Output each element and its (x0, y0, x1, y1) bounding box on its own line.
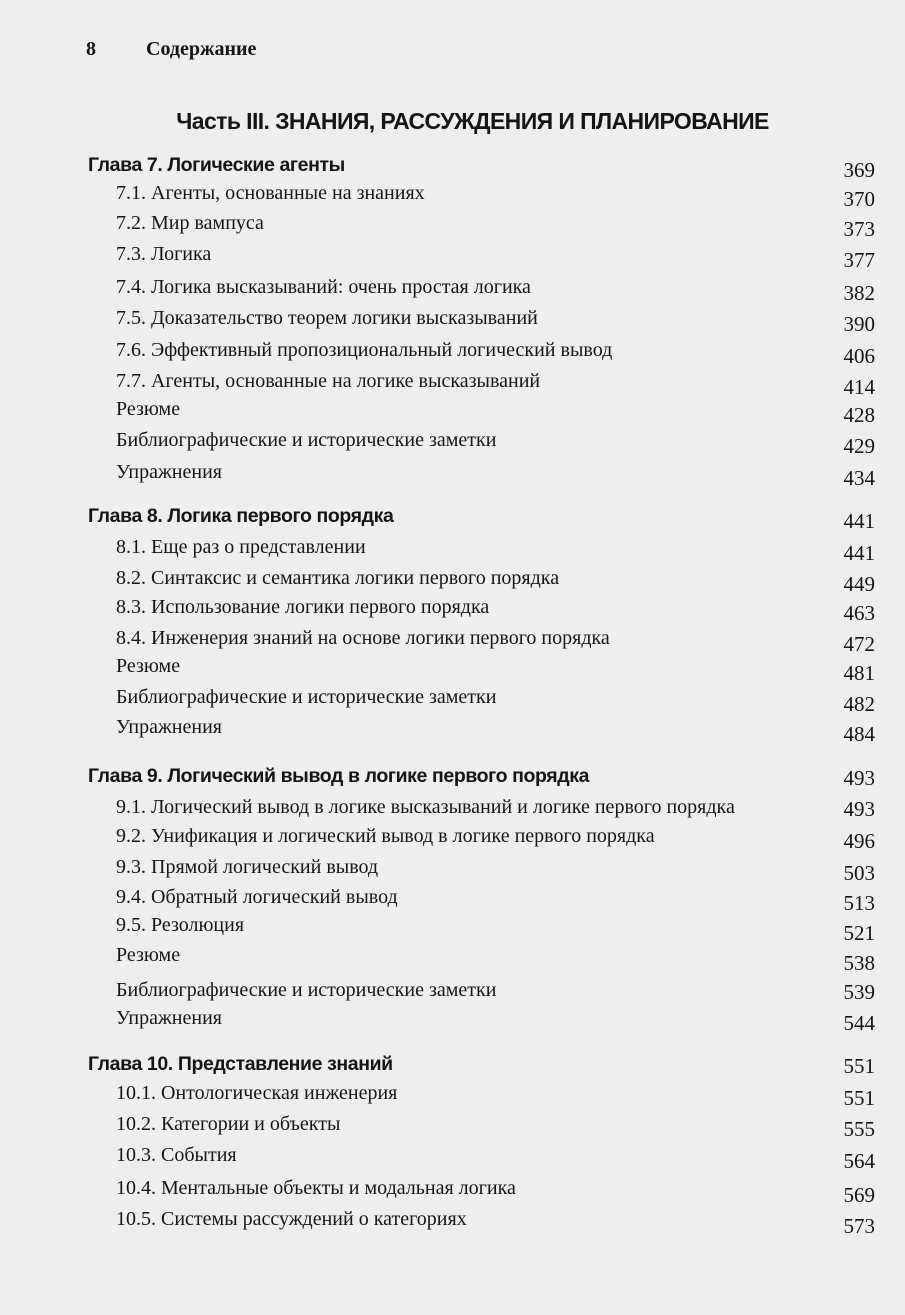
entry-title: Резюме (116, 655, 181, 677)
toc-entry (0, 276, 905, 308)
entry-title: 8.2. Синтаксис и семантика логики первого порядка (116, 567, 560, 589)
toc-entry (0, 243, 905, 275)
chapter-title: Глава 8. Логика первого порядка (88, 505, 394, 527)
toc-entry (0, 339, 905, 371)
page-ref: 428 (843, 403, 875, 427)
page-ref: 493 (843, 766, 875, 790)
page-ref: 414 (843, 375, 875, 399)
toc-entry (0, 307, 905, 339)
page-ref: 551 (843, 1054, 875, 1078)
page-ref: 544 (843, 1011, 875, 1035)
running-title: Содержание (146, 38, 257, 60)
toc-entry (0, 914, 905, 946)
toc-entry (0, 686, 905, 718)
entry-title: 7.3. Логика (116, 243, 212, 265)
entry-title: 9.1. Логический вывод в логике высказываний и логике первого порядка (116, 796, 735, 818)
entry-title: Упражнения (116, 461, 222, 483)
entry-title: Библиографические и исторические заметки (116, 686, 497, 708)
chapter-title: Глава 10. Представление знаний (88, 1053, 393, 1075)
page-ref: 369 (843, 158, 875, 182)
entry-title: 7.5. Доказательство теорем логики высказываний (116, 307, 538, 329)
page-ref: 551 (843, 1086, 875, 1110)
page-ref: 555 (843, 1117, 875, 1141)
entry-title: Резюме (116, 944, 181, 966)
page-ref: 493 (843, 797, 875, 821)
page-ref: 484 (843, 722, 875, 746)
toc-entry (0, 182, 905, 214)
page-ref: 441 (843, 541, 875, 565)
page-ref: 564 (843, 1149, 875, 1173)
page-ref: 449 (843, 572, 875, 596)
toc-entry (0, 596, 905, 628)
entry-title: 7.2. Мир вампуса (116, 212, 264, 234)
page-ref: 441 (843, 509, 875, 533)
page-ref: 539 (843, 980, 875, 1004)
page-ref: 377 (843, 248, 875, 272)
page-ref: 406 (843, 344, 875, 368)
chapter-heading (0, 505, 905, 537)
page-ref: 390 (843, 312, 875, 336)
page-ref: 503 (843, 861, 875, 885)
entry-title: 10.2. Категории и объекты (116, 1113, 341, 1135)
entry-title: 9.3. Прямой логический вывод (116, 856, 379, 878)
toc-entry (0, 796, 905, 828)
entry-title: 10.3. События (116, 1144, 237, 1166)
page-ref: 370 (843, 187, 875, 211)
toc-entry (0, 944, 905, 976)
entry-title: 9.4. Обратный логический вывод (116, 886, 398, 908)
chapter-title: Глава 7. Логические агенты (88, 154, 345, 176)
toc-entry (0, 1144, 905, 1176)
page-ref: 569 (843, 1183, 875, 1207)
page-number: 8 (86, 38, 96, 60)
chapter-heading (0, 1053, 905, 1085)
entry-title: 7.1. Агенты, основанные на знаниях (116, 182, 425, 204)
page-ref: 496 (843, 829, 875, 853)
entry-title: 8.3. Использование логики первого порядка (116, 596, 490, 618)
entry-title: 8.4. Инженерия знаний на основе логики первого порядка (116, 627, 610, 649)
entry-title: Библиографические и исторические заметки (116, 979, 497, 1001)
chapter-heading (0, 765, 905, 797)
entry-title: 9.2. Унификация и логический вывод в логике первого порядка (116, 825, 655, 847)
page-ref: 513 (843, 891, 875, 915)
entry-title: Упражнения (116, 1007, 222, 1029)
toc-entry (0, 398, 905, 430)
toc-entry (0, 429, 905, 461)
toc-entry (0, 212, 905, 244)
page-ref: 434 (843, 466, 875, 490)
page-ref: 538 (843, 951, 875, 975)
part-title: Часть III. ЗНАНИЯ, РАССУЖДЕНИЯ И ПЛАНИРОВАНИЕ (176, 108, 769, 134)
entry-title: Упражнения (116, 716, 222, 738)
toc-entry (0, 567, 905, 599)
toc-entry (0, 1208, 905, 1240)
page-ref: 481 (843, 661, 875, 685)
toc-entry (0, 825, 905, 857)
toc-entry (0, 655, 905, 687)
page-ref: 482 (843, 692, 875, 716)
toc-entry (0, 536, 905, 568)
page-ref: 463 (843, 601, 875, 625)
page-ref: 472 (843, 632, 875, 656)
entry-title: 7.4. Логика высказываний: очень простая логика (116, 276, 531, 298)
toc-entry (0, 461, 905, 493)
toc-entry (0, 716, 905, 748)
toc-entry (0, 856, 905, 888)
entry-title: 7.6. Эффективный пропозициональный логический вывод (116, 339, 613, 361)
entry-title: 10.1. Онтологическая инженерия (116, 1082, 398, 1104)
entry-title: Библиографические и исторические заметки (116, 429, 497, 451)
page-ref: 373 (843, 217, 875, 241)
toc-entry (0, 1177, 905, 1209)
chapter-title: Глава 9. Логический вывод в логике первого порядка (88, 765, 590, 787)
page-ref: 573 (843, 1214, 875, 1238)
toc-entry (0, 1113, 905, 1145)
toc-entry (0, 1007, 905, 1039)
entry-title: 10.5. Системы рассуждений о категориях (116, 1208, 467, 1230)
page-ref: 382 (843, 281, 875, 305)
page-ref: 521 (843, 921, 875, 945)
entry-title: Резюме (116, 398, 181, 420)
entry-title: 9.5. Резолюция (116, 914, 245, 936)
entry-title: 7.7. Агенты, основанные на логике высказываний (116, 370, 541, 392)
entry-title: 8.1. Еще раз о представлении (116, 536, 366, 558)
page-ref: 429 (843, 434, 875, 458)
toc-entry (0, 1082, 905, 1114)
entry-title: 10.4. Ментальные объекты и модальная логика (116, 1177, 516, 1199)
